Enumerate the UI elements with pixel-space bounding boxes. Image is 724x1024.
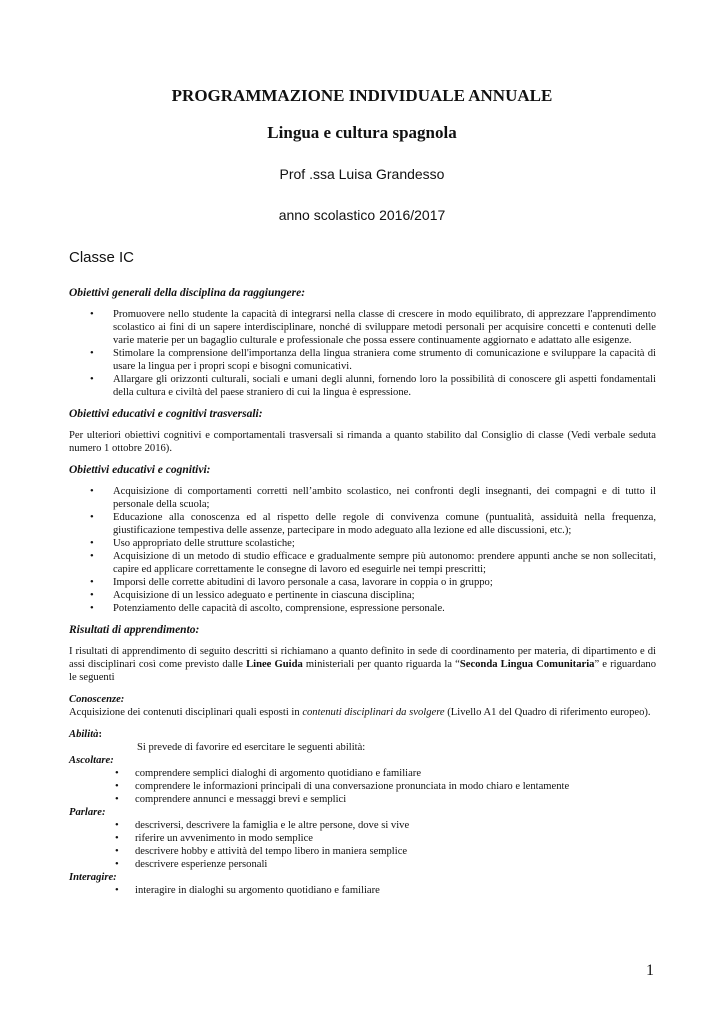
section-heading-risultati: Risultati di apprendimento: [69, 624, 200, 636]
bullet-icon: • [90, 577, 94, 588]
class-name: Classe IC [69, 249, 135, 266]
list-item [69, 537, 656, 550]
list-item [69, 832, 656, 845]
list-item-text: Uso appropriato delle strutture scolastiche; [113, 538, 295, 549]
abilita-label: Abilità [69, 729, 99, 740]
document-body [69, 287, 656, 897]
abilita-intro: Si prevede di favorire ed esercitare le seguenti abilità: [137, 742, 366, 753]
list-item-text: descrivere hobby e attività del tempo libero in maniera semplice [135, 846, 408, 857]
bullet-icon: • [115, 768, 119, 779]
bullet-icon: • [115, 859, 119, 870]
list-item [69, 767, 656, 780]
conoscenze-text-part: Acquisizione dei contenuti disciplinari quali esposti in [69, 707, 303, 718]
ascoltare-label: Ascoltare: [69, 755, 114, 766]
section-heading-obiettivi-educativi: Obiettivi educativi e cognitivi: [69, 464, 211, 476]
list-item-text: Acquisizione di un metodo di studio efficace e gradualmente sempre più autonomo: prendere appunti anche se non sollecitati, capire ed applicare correttamente le consegne di lavoro ed eseguirle nei tempi prescritti; [113, 551, 656, 575]
interagire-list [69, 884, 656, 897]
list-item [69, 858, 656, 871]
list-item-text: Stimolare la comprensione dell'importanza della lingua straniera come strumento di comunicazione e sviluppare la capacità di usare la lingua per i propri scopi e bisogni comunicativi. [113, 348, 656, 372]
list-item [69, 845, 656, 858]
obiettivi-trasversali-text: Per ulteriori obiettivi cognitivi e comportamentali trasversali si rimanda a quanto stabilito dal Consiglio di classe (Vedi verbale seduta numero 1 ottobre 2016). [69, 430, 656, 454]
ascoltare-list [69, 767, 656, 806]
list-item [69, 485, 656, 511]
bullet-icon: • [90, 590, 94, 601]
bullet-icon: • [90, 512, 94, 523]
list-item-text: Imporsi delle corrette abitudini di lavoro personale a casa, lavorare in coppia o in gruppo; [113, 577, 493, 588]
bullet-icon: • [115, 846, 119, 857]
seconda-lingua-bold: Seconda Lingua Comunitaria [459, 659, 595, 670]
risultati-text-part: ” e riguardano le seguenti [69, 659, 656, 683]
section-heading-obiettivi-trasversali: Obiettivi educativi e cognitivi trasversali: [69, 408, 263, 420]
list-item-text: descriversi, descrivere la famiglia e le altre persone, dove si vive [135, 820, 410, 831]
professor-name: Prof .ssa Luisa Grandesso [279, 166, 445, 182]
conoscenze-italic: contenuti disciplinari da svolgere [302, 707, 445, 718]
list-item [69, 793, 656, 806]
bullet-icon: • [115, 885, 119, 896]
bullet-icon: • [90, 348, 94, 359]
list-item-text: Acquisizione di comportamenti corretti nell’ambito scolastico, nei confronti degli insegnanti, dei compagni e di tutto il personale della scuola; [113, 486, 656, 510]
document-subtitle: Lingua e cultura spagnola [267, 123, 457, 142]
list-item-text: descrivere esperienze personali [135, 859, 268, 870]
list-item-text: riferire un avvenimento in modo semplice [135, 833, 313, 844]
list-item [69, 589, 656, 602]
bullet-icon: • [115, 833, 119, 844]
bullet-icon: • [90, 603, 94, 614]
bullet-icon: • [90, 486, 94, 497]
document-title: PROGRAMMAZIONE INDIVIDUALE ANNUALE [171, 86, 553, 105]
bullet-icon: • [90, 551, 94, 562]
list-item [69, 819, 656, 832]
risultati-text-part: I risultati di apprendimento di seguito descritti si richiamano a quanto definito in sede di coordinamento per materia, di dipartimento e di assi disciplinari così come previsto dalle [69, 646, 656, 670]
risultati-text [69, 645, 656, 684]
conoscenze-text-part: (Livello A1 del Quadro di riferimento europeo). [444, 707, 651, 718]
list-item [69, 550, 656, 576]
abilita-colon: : [98, 729, 102, 740]
list-item [69, 308, 656, 347]
list-item-text: Potenziamento delle capacità di ascolto, comprensione, espressione personale. [113, 603, 445, 614]
bullet-icon: • [90, 538, 94, 549]
bullet-icon: • [115, 820, 119, 831]
list-item-text: Allargare gli orizzonti culturali, sociali e umani degli alunni, fornendo loro la possibilità di conoscere gli aspetti fondamentali della cultura e civiltà del paese straniero di cui la lingua è espressione. [113, 374, 656, 398]
bullet-icon: • [90, 374, 94, 385]
bullet-icon: • [115, 794, 119, 805]
bullet-icon: • [90, 309, 94, 320]
list-item-text: interagire in dialoghi su argomento quotidiano e familiare [135, 885, 380, 896]
list-item [69, 511, 656, 537]
list-item [69, 602, 656, 615]
parlare-label: Parlare: [69, 807, 106, 818]
risultati-text-part: ministeriali per quanto riguarda la “ [302, 659, 460, 670]
list-item [69, 576, 656, 589]
list-item [69, 373, 656, 399]
list-item-text: comprendere annunci e messaggi brevi e semplici [135, 794, 347, 805]
list-item-text: comprendere le informazioni principali di una conversazione pronunciata in modo chiaro e lentamente [135, 781, 570, 792]
list-item-text: Educazione alla conoscenza ed al rispetto delle regole di convivenza comune (puntualità, assiduità nella frequenza, giustificazione tempestiva delle assenze, partecipare in modo adeguato alla lezione ed alle discussioni, etc.); [113, 512, 656, 536]
interagire-label: Interagire: [69, 872, 117, 883]
bullet-icon: • [115, 781, 119, 792]
list-item-text: comprendere semplici dialoghi di argomento quotidiano e familiare [135, 768, 422, 779]
list-item [69, 884, 656, 897]
linee-guida-bold: Linee Guida [246, 659, 303, 670]
list-item-text: Acquisizione di un lessico adeguato e pertinente in ciascuna disciplina; [113, 590, 415, 601]
list-item [69, 780, 656, 793]
conoscenze-label: Conoscenze: [69, 694, 125, 705]
obiettivi-educativi-list [69, 485, 656, 615]
parlare-list [69, 819, 656, 871]
page-number: 1 [646, 962, 654, 979]
conoscenze-text [69, 706, 656, 719]
school-year: anno scolastico 2016/2017 [278, 207, 446, 223]
list-item [69, 347, 656, 373]
list-item-text: Promuovere nello studente la capacità di integrarsi nella classe di crescere in modo equilibrato, di apprezzare l'apprendimento scolastico ai fini di un sapere interdisciplinare, nonché di sviluppare metodi personali per acquisire concetti e contenuti delle varie materie per un bagaglio culturale e professionale che possa essere continuamente aggiornato e adattato alle esigenze. [113, 309, 656, 346]
abilita-heading [69, 728, 656, 741]
obiettivi-generali-list [69, 308, 656, 399]
section-heading-obiettivi-generali: Obiettivi generali della disciplina da raggiungere: [69, 287, 306, 299]
